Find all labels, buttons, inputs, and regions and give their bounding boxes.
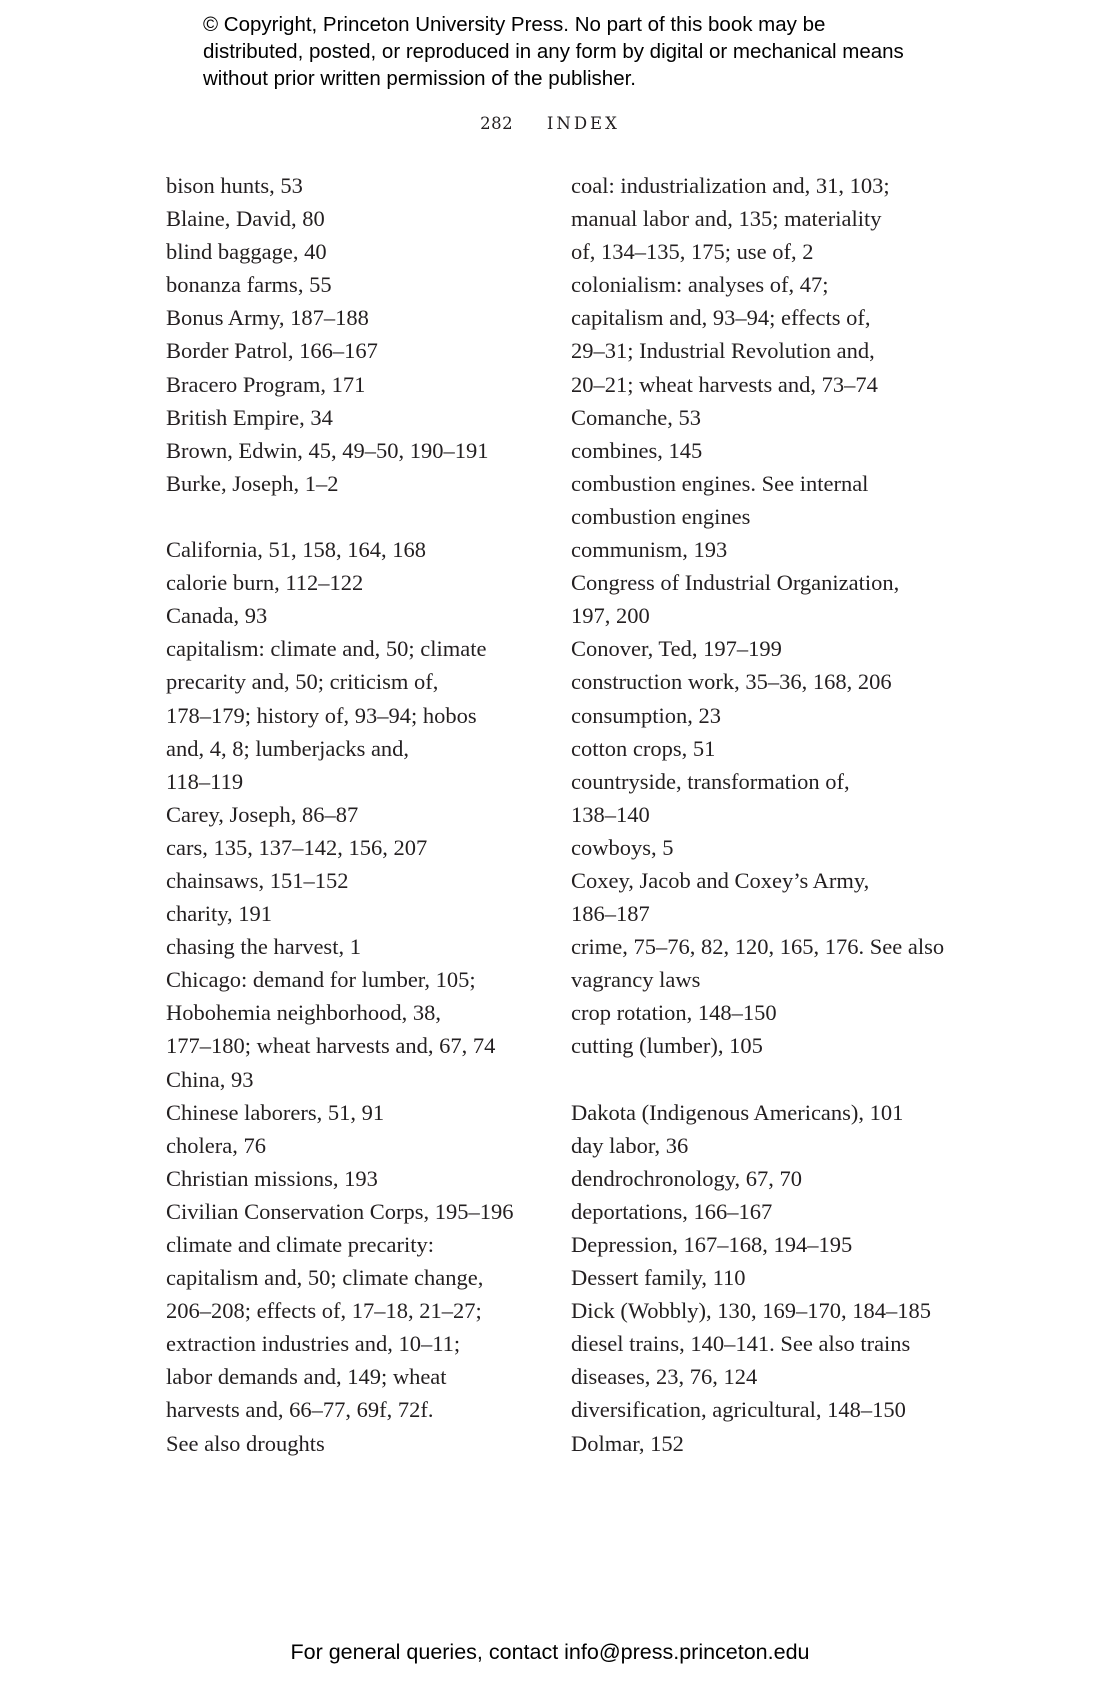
index-entry-line: Canada, 93 bbox=[166, 603, 268, 629]
index-entry bbox=[571, 930, 951, 996]
index-entry-line: 138–140 bbox=[571, 801, 650, 827]
index-entry-line: cowboys, 5 bbox=[571, 834, 674, 860]
index-entry bbox=[166, 368, 546, 401]
index-entry bbox=[571, 732, 951, 765]
index-entry-line: Dessert family, 110 bbox=[571, 1265, 746, 1291]
index-entry bbox=[571, 1327, 951, 1360]
index-entry-line: capitalism and, 50; climate change, bbox=[166, 1265, 484, 1291]
index-entry bbox=[571, 996, 951, 1029]
index-entry bbox=[166, 599, 546, 632]
index-entry bbox=[166, 1195, 546, 1228]
index-entry-line: Christian missions, 193 bbox=[166, 1165, 378, 1191]
index-entry bbox=[166, 831, 546, 864]
index-entry bbox=[571, 1029, 951, 1062]
index-entry bbox=[166, 202, 546, 235]
index-entry bbox=[166, 798, 546, 831]
index-entry bbox=[571, 533, 951, 566]
index-entry bbox=[571, 1294, 951, 1327]
index-entry-line: Blaine, David, 80 bbox=[166, 206, 325, 232]
index-entry bbox=[571, 1261, 951, 1294]
index-entry bbox=[571, 1228, 951, 1261]
index-entry-line: Dolmar, 152 bbox=[571, 1430, 684, 1456]
index-entry bbox=[166, 1096, 546, 1129]
index-entry bbox=[166, 467, 546, 500]
index-entry-line: diversification, agricultural, 148–150 bbox=[571, 1397, 906, 1423]
index-entry bbox=[571, 665, 951, 698]
index-entry bbox=[571, 765, 951, 831]
index-entry-line: Chicago: demand for lumber, 105; bbox=[166, 967, 476, 993]
index-entry-line: charity, 191 bbox=[166, 901, 273, 927]
index-entry-line: cars, 135, 137–142, 156, 207 bbox=[166, 834, 428, 860]
index-entry bbox=[571, 1393, 951, 1426]
index-entry-line: diesel trains, 140–141. See also trains bbox=[571, 1331, 911, 1357]
index-entry-line: Comanche, 53 bbox=[571, 404, 701, 430]
index-entry-line: precarity and, 50; criticism of, bbox=[166, 669, 439, 695]
index-entry-line: Brown, Edwin, 45, 49–50, 190–191 bbox=[166, 437, 489, 463]
index-entry bbox=[571, 1427, 951, 1460]
footer-contact: For general queries, contact info@press.princeton.edu bbox=[290, 1640, 810, 1664]
index-entry bbox=[166, 268, 546, 301]
index-entry-line: crop rotation, 148–150 bbox=[571, 1000, 777, 1026]
index-entry bbox=[571, 699, 951, 732]
index-entry-line: extraction industries and, 10–11; bbox=[166, 1331, 461, 1357]
index-entry bbox=[166, 930, 546, 963]
index-entry-line: chasing the harvest, 1 bbox=[166, 934, 361, 960]
index-entry bbox=[571, 831, 951, 864]
index-entry bbox=[571, 268, 951, 400]
index-entry bbox=[166, 1228, 546, 1460]
running-head bbox=[0, 114, 1100, 133]
index-entry bbox=[571, 434, 951, 467]
index-entry bbox=[166, 897, 546, 930]
index-entry-line: colonialism: analyses of, 47; bbox=[571, 272, 829, 298]
index-entry-line: manual labor and, 135; materiality bbox=[571, 206, 882, 232]
index-entry-line: 186–187 bbox=[571, 901, 650, 927]
index-entry-line: climate and climate precarity: bbox=[166, 1232, 434, 1257]
index-entry-line: combustion engines bbox=[571, 503, 751, 529]
index-entry-line: bonanza farms, 55 bbox=[166, 272, 332, 298]
index-entry bbox=[166, 334, 546, 367]
index-entry-line: combustion engines. See internal bbox=[571, 470, 869, 496]
index-entry-line: and, 4, 8; lumberjacks and, bbox=[166, 735, 410, 761]
index-entry bbox=[571, 1195, 951, 1228]
index-entry bbox=[571, 467, 951, 533]
section-title: INDEX bbox=[546, 114, 620, 133]
index-entry-line: day labor, 36 bbox=[571, 1132, 689, 1158]
index-entry bbox=[571, 566, 951, 632]
index-entry bbox=[571, 632, 951, 665]
index-entry-line: Border Patrol, 166–167 bbox=[166, 338, 378, 364]
index-entry bbox=[166, 1162, 546, 1195]
index-entry-line: blind baggage, 40 bbox=[166, 239, 327, 265]
index-entry bbox=[166, 301, 546, 334]
page-number: 282 bbox=[480, 114, 514, 133]
index-entry bbox=[166, 1129, 546, 1162]
index-entry bbox=[166, 169, 546, 202]
letter-group-gap bbox=[166, 500, 546, 533]
index-entry-line: Chinese laborers, 51, 91 bbox=[166, 1099, 385, 1125]
index-entry bbox=[166, 235, 546, 268]
index-entry-line: coal: industrialization and, 31, 103; bbox=[571, 173, 890, 198]
index-entry-line: countryside, transformation of, bbox=[571, 768, 850, 794]
index-entry-line: 197, 200 bbox=[571, 603, 650, 629]
index-entry-line: vagrancy laws bbox=[571, 967, 701, 993]
index-entry-line: Hobohemia neighborhood, 38, bbox=[166, 1000, 441, 1026]
index-entry bbox=[571, 169, 951, 268]
index-entry-line: labor demands and, 149; wheat bbox=[166, 1364, 447, 1390]
index-entry-line: Conover, Ted, 197–199 bbox=[571, 636, 782, 662]
index-entry-line: 177–180; wheat harvests and, 67, 74 bbox=[166, 1033, 496, 1059]
index-entry-line: combines, 145 bbox=[571, 437, 703, 463]
index-entry-line: Civilian Conservation Corps, 195–196 bbox=[166, 1198, 514, 1224]
index-entry bbox=[571, 864, 951, 930]
index-entry-line: construction work, 35–36, 168, 206 bbox=[571, 669, 892, 695]
index-entry bbox=[166, 401, 546, 434]
index-entry-line: cholera, 76 bbox=[166, 1132, 266, 1158]
index-entry-line: Burke, Joseph, 1–2 bbox=[166, 470, 339, 496]
index-entry bbox=[571, 1096, 951, 1129]
index-entry bbox=[571, 1360, 951, 1393]
index-entry-line: California, 51, 158, 164, 168 bbox=[166, 537, 426, 563]
index-entry-line: diseases, 23, 76, 124 bbox=[571, 1364, 758, 1390]
index-entry-line: 206–208; effects of, 17–18, 21–27; bbox=[166, 1298, 482, 1324]
index-entry-line: China, 93 bbox=[166, 1066, 254, 1092]
index-entry-line: 29–31; Industrial Revolution and, bbox=[571, 338, 875, 364]
index-entry-line: Coxey, Jacob and Coxey’s Army, bbox=[571, 867, 870, 893]
index-entry-line: 20–21; wheat harvests and, 73–74 bbox=[571, 371, 878, 397]
index-entry-line: chainsaws, 151–152 bbox=[166, 867, 349, 893]
index-entry bbox=[166, 632, 546, 797]
index-entry-line: consumption, 23 bbox=[571, 702, 721, 728]
index-entry bbox=[166, 566, 546, 599]
index-entry bbox=[571, 401, 951, 434]
index-entry-line: Carey, Joseph, 86–87 bbox=[166, 801, 359, 827]
index-column-right bbox=[571, 169, 951, 1460]
index-entry-line: deportations, 166–167 bbox=[571, 1198, 773, 1224]
index-entry bbox=[166, 533, 546, 566]
index-entry-line: 118–119 bbox=[166, 768, 244, 794]
index-entry-line: cotton crops, 51 bbox=[571, 735, 716, 761]
index-entry-line: calorie burn, 112–122 bbox=[166, 570, 364, 596]
index-entry-line: Congress of Industrial Organization, bbox=[571, 570, 900, 596]
index-entry-line: 178–179; history of, 93–94; hobos bbox=[166, 702, 477, 728]
index-entry-line: dendrochronology, 67, 70 bbox=[571, 1165, 802, 1191]
index-entry-line: Dakota (Indigenous Americans), 101 bbox=[571, 1099, 904, 1125]
copyright-notice: © Copyright, Princeton University Press. No part of this book may be distributed, posted, or reproduced in any form by digital or mechanical means without prior written permission of the publisher. bbox=[203, 13, 904, 90]
index-entry bbox=[166, 1063, 546, 1096]
index-entry bbox=[166, 434, 546, 467]
index-entry-line: capitalism: climate and, 50; climate bbox=[166, 636, 487, 662]
index-entry-line: harvests and, 66–77, 69f, 72f. bbox=[166, 1397, 434, 1423]
index-entry bbox=[166, 963, 546, 1062]
index-column-left bbox=[166, 169, 546, 1460]
index-entry bbox=[571, 1162, 951, 1195]
index-entry-line: capitalism and, 93–94; effects of, bbox=[571, 305, 871, 331]
index-entry-line: Bracero Program, 171 bbox=[166, 371, 366, 397]
index-entry-line: cutting (lumber), 105 bbox=[571, 1033, 763, 1059]
index-entry-line: communism, 193 bbox=[571, 537, 728, 563]
letter-group-gap bbox=[571, 1063, 951, 1096]
index-entry-line: Depression, 167–168, 194–195 bbox=[571, 1232, 853, 1257]
index-entry bbox=[571, 1129, 951, 1162]
index-entry-line: See also droughts bbox=[166, 1430, 325, 1456]
index-entry-line: of, 134–135, 175; use of, 2 bbox=[571, 239, 814, 265]
index-entry-line: Bonus Army, 187–188 bbox=[166, 305, 369, 331]
index-entry-line: bison hunts, 53 bbox=[166, 173, 303, 198]
index-entry bbox=[166, 864, 546, 897]
index-entry-line: British Empire, 34 bbox=[166, 404, 333, 430]
index-entry-line: crime, 75–76, 82, 120, 165, 176. See also bbox=[571, 934, 945, 960]
index-entry-line: Dick (Wobbly), 130, 169–170, 184–185 bbox=[571, 1298, 932, 1324]
